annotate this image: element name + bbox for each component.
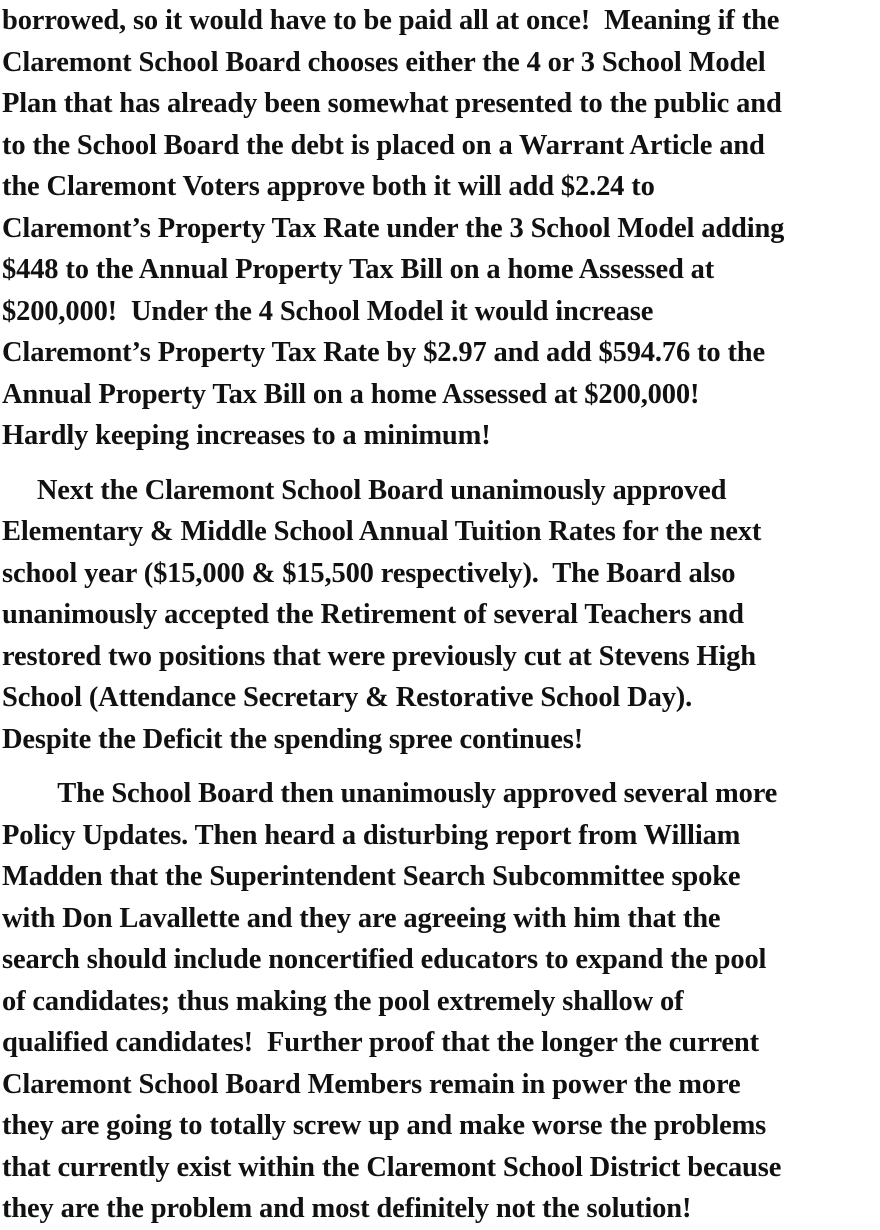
text-line: Claremont School Board chooses either the 4 or 3 School Model — [2, 46, 766, 78]
text-line: $200,000! Under the 4 School Model it would increase — [2, 295, 654, 327]
text-line: Next the Claremont School Board unanimously approved — [2, 474, 727, 506]
text-line: qualified candidates! Further proof that the longer the current — [2, 1027, 759, 1058]
text-line: Plan that has already been somewhat presented to the public and — [2, 88, 782, 119]
text-line: of candidates; thus making the pool extremely shallow of — [2, 985, 684, 1017]
text-line: that currently exist within the Claremont School District because — [2, 1151, 782, 1183]
text-line: Despite the Deficit the spending spree continues! — [2, 723, 584, 755]
text-line: to the School Board the debt is placed on a Warrant Article and — [2, 129, 765, 161]
paragraph-superintendent-search — [2, 773, 878, 1230]
text-line: Claremont School Board Members remain in power the more — [2, 1068, 741, 1100]
text-line: The School Board then unanimously approved several more — [2, 778, 778, 809]
text-line: they are the problem and most definitely not the solution! — [2, 1193, 692, 1224]
text-line: the Claremont Voters approve both it will add $2.24 to — [2, 171, 655, 202]
text-line: restored two positions that were previously cut at Stevens High — [2, 640, 756, 672]
text-line: School (Attendance Secretary & Restorative School Day). — [2, 682, 693, 713]
text-line: school year ($15,000 & $15,500 respectively). The Board also — [2, 557, 736, 589]
text-line: borrowed, so it would have to be paid all at once! Meaning if the — [2, 5, 780, 36]
text-line: Claremont’s Property Tax Rate under the 3 School Model adding — [2, 212, 785, 244]
text-line: unanimously accepted the Retirement of several Teachers and — [2, 599, 744, 630]
text-line: Madden that the Superintendent Search Subcommittee spoke — [2, 861, 741, 892]
document-body — [2, 0, 878, 1230]
text-line: with Don Lavallette and they are agreeing with him that the — [2, 902, 721, 934]
text-line: $448 to the Annual Property Tax Bill on a home Assessed at — [2, 254, 715, 285]
text-line: Claremont’s Property Tax Rate by $2.97 and add $594.76 to the — [2, 337, 766, 368]
paragraph-tax-rate — [2, 0, 878, 457]
text-line: Annual Property Tax Bill on a home Assessed at $200,000! — [2, 378, 700, 410]
text-line: Policy Updates. Then heard a disturbing report from William — [2, 819, 741, 851]
text-line: Hardly keeping increases to a minimum! — [2, 420, 491, 451]
text-line: they are going to totally screw up and make worse the problems — [2, 1110, 767, 1141]
text-line: Elementary & Middle School Annual Tuition Rates for the next — [2, 516, 762, 547]
text-line: search should include noncertified educators to expand the pool — [2, 944, 767, 975]
paragraph-tuition-rates — [2, 470, 878, 761]
